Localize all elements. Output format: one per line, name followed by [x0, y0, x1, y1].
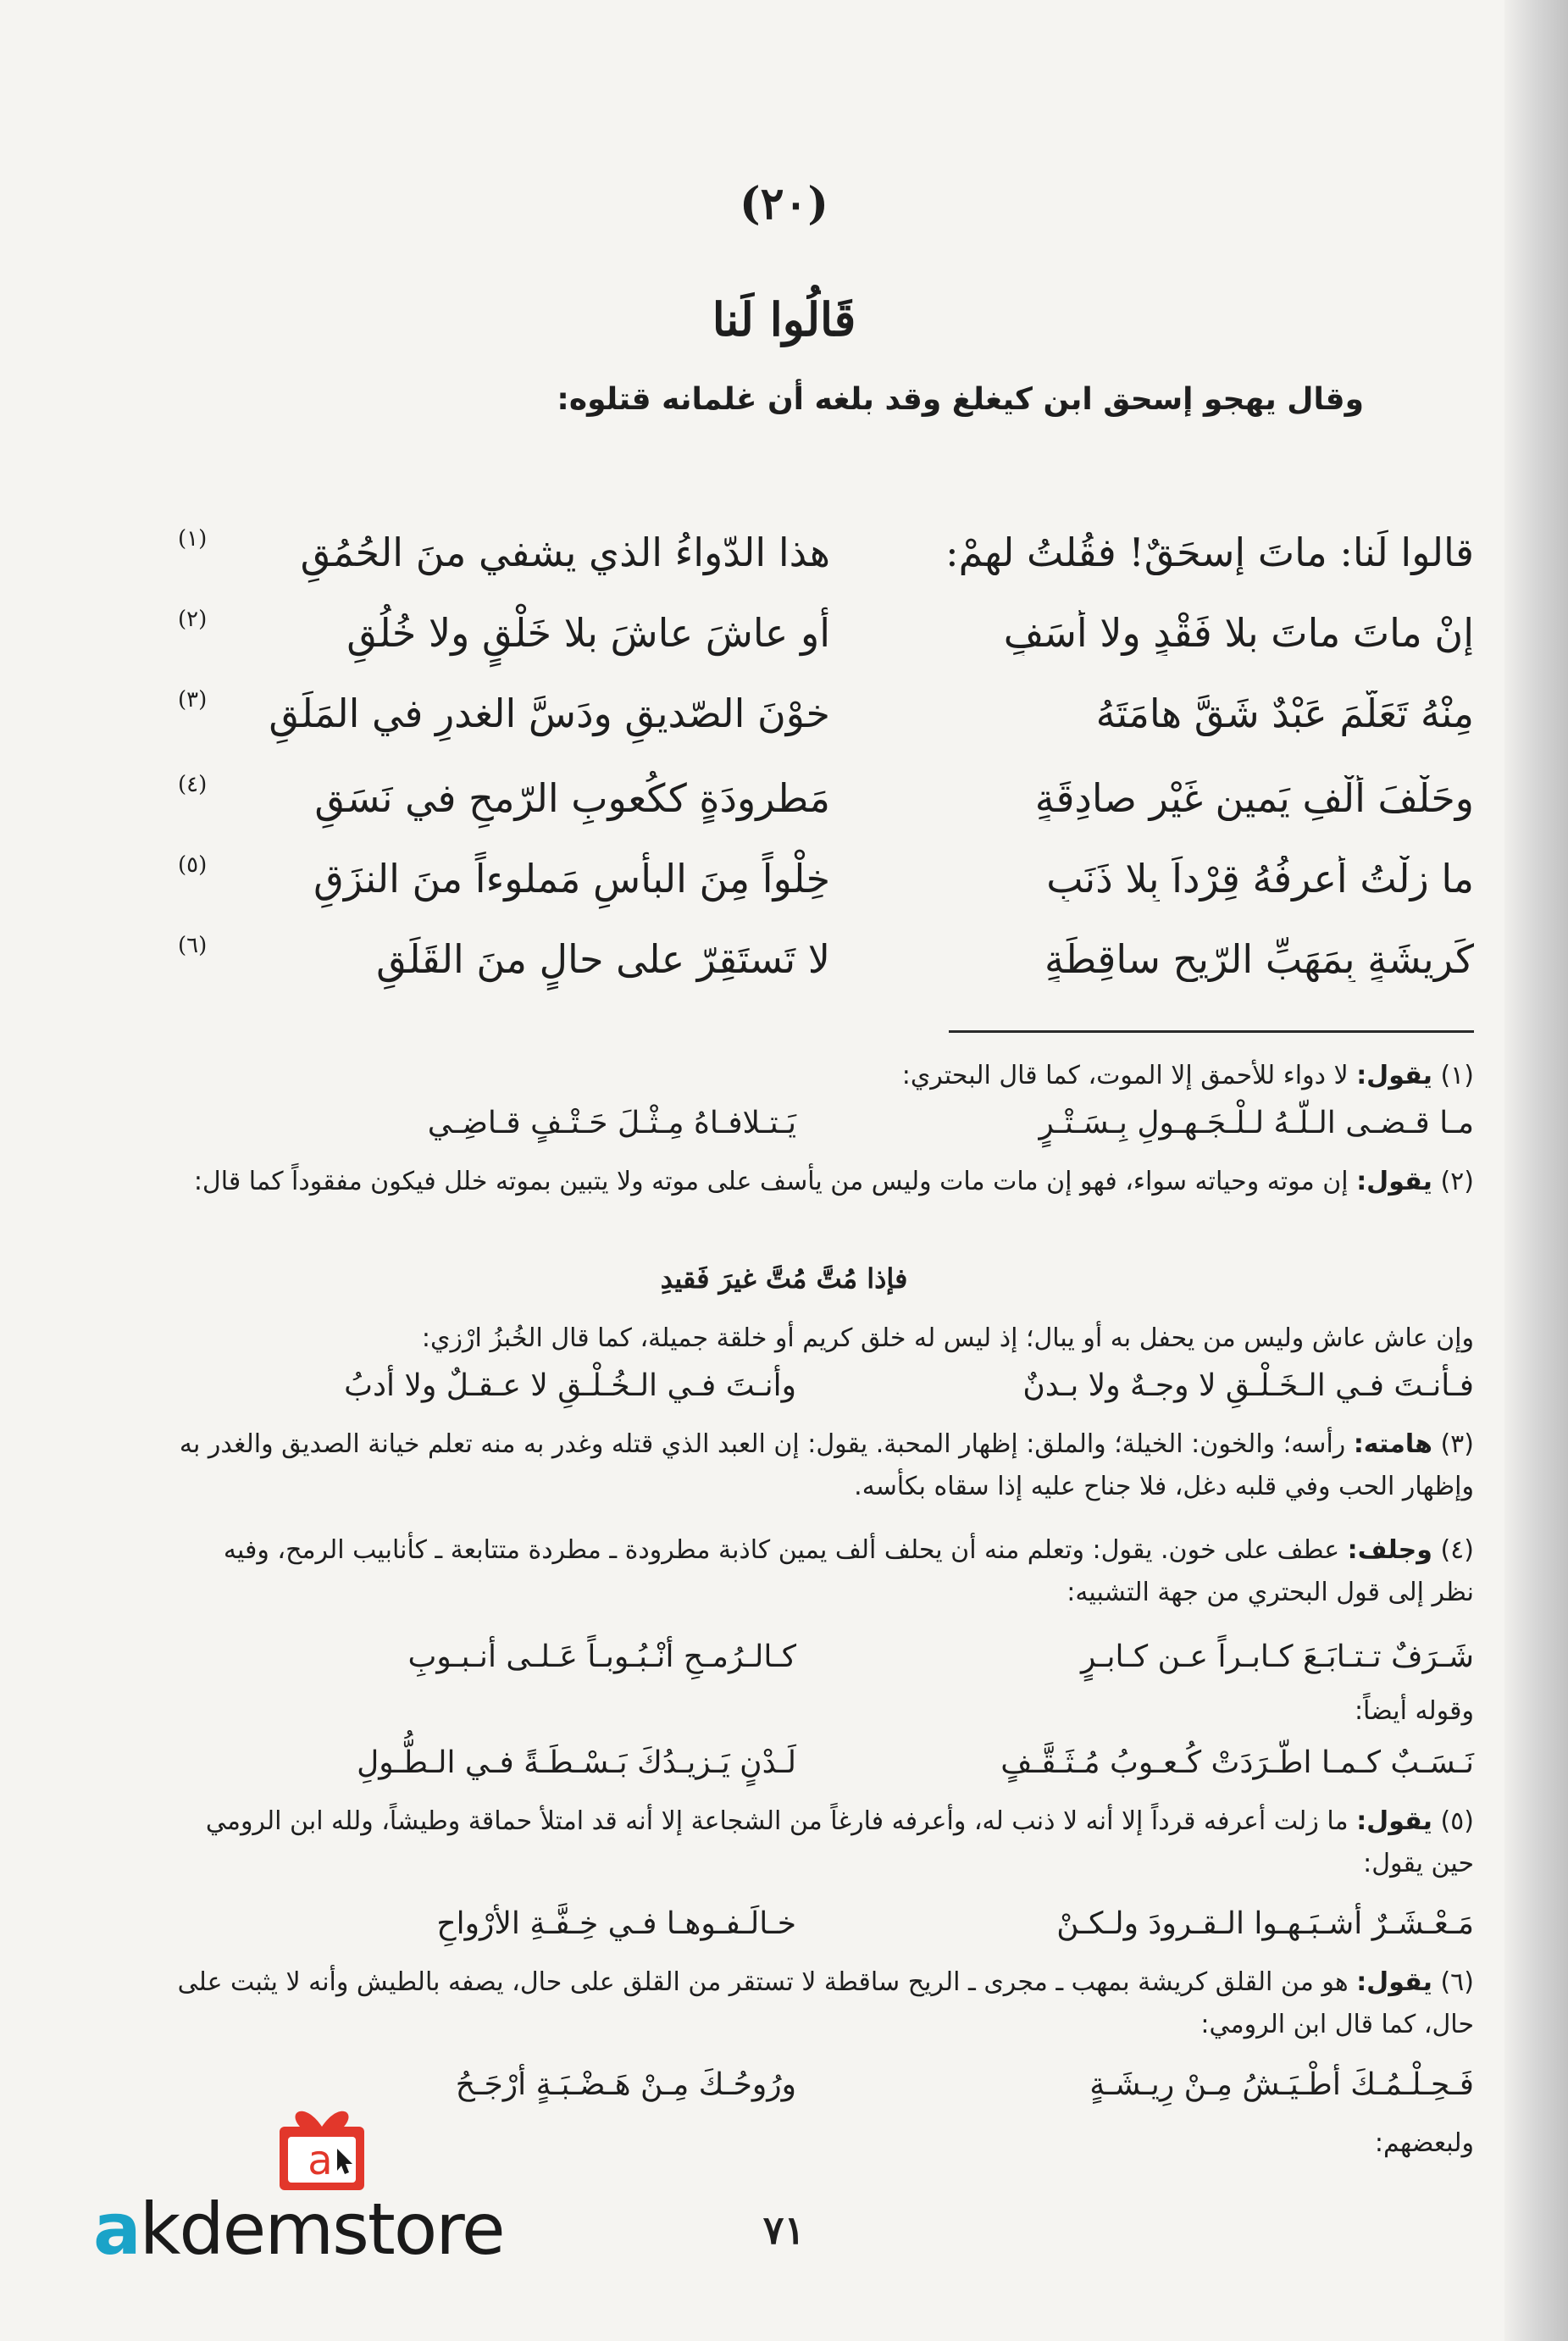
- brand-name: [93, 2188, 504, 2271]
- footnote-4-continued: وقوله أيضاً:: [1354, 1696, 1474, 1726]
- footnote-1-number: (١): [1440, 1061, 1474, 1090]
- gift-book-icon: [271, 2093, 373, 2194]
- verse-6-second-hemistich: لا تَستَقِرّ على حالٍ منَ القَلَقِ: [376, 936, 830, 982]
- footnote-4-label: وجلف:: [1347, 1535, 1432, 1565]
- footnote-1-verse-first: مـا قـضـى الـلّـهُ لـلْـجَـهـولِ بِـسَـتْـرٍ: [1039, 1106, 1474, 1140]
- footnote-1-label: يقول:: [1356, 1061, 1432, 1090]
- poem-title: قَالُوا لَنا: [712, 292, 856, 347]
- footnote-6-text: هو من القلق كريشة بمهب ـ مجرى ـ الريح ساقطة لا تستقر من القلق على حال، يصفه بالطيش وأنه لا يثبت على حال، كما قال ابن الرومي:: [177, 1967, 1474, 2039]
- footnote-2-quote: فإذا مُتَّ مُتَّ غيرَ فَقيدِ: [660, 1262, 908, 1295]
- footnote-4-verse-2-second: لَـدْنٍ يَـزيـدُكَ بَـسْـطَـةً فـي الـطُّـولِ: [357, 1745, 796, 1780]
- verse-2-second-hemistich: أو عاشَ عاشَ بلا خَلْقٍ ولا خُلُقِ: [346, 610, 830, 656]
- footnote-divider: [949, 1030, 1474, 1033]
- footnote-4-verse-1-first: شَـرَفٌ تـتـابَـعَ كـابـراً عـن كـابـرٍ: [1081, 1639, 1474, 1674]
- footnote-6-verse-second: ورُوحُـكَ مِـنْ هَـضْـبَـةٍ أرْجَـحُ: [455, 2067, 796, 2102]
- footnote-4-verse-2: [220, 1745, 1474, 1796]
- verse-6: [169, 933, 1474, 1012]
- verse-4-first-hemistich: وحَلْفَ ألْفِ يَمينٍ غَيْرِ صادِقَةٍ: [1034, 775, 1474, 821]
- verse-3-second-hemistich: خوْنَ الصّديقِ ودَسَّ الغدرِ في المَلَقِ: [269, 691, 830, 736]
- footnote-4-text: عطف على خون. يقول: وتعلم منه أن يحلف ألف يمين كاذبة مطرودة ـ مطردة متتابعة ـ كأنابيب الرمح، وفيه نظر إلى قول البحتري من جهة التشبيه:: [223, 1535, 1474, 1607]
- footnote-2-number: (٢): [1440, 1167, 1474, 1196]
- verse-4-footnote-ref: (٤): [178, 772, 208, 797]
- verse-5-footnote-ref: (٥): [178, 852, 208, 878]
- footnote-4-number: (٤): [1440, 1535, 1474, 1565]
- footnote-5-verse-first: مَـعْـشَـرٌ أشـبَـهـوا الـقـرودَ ولـكـنْ: [1056, 1906, 1474, 1941]
- verse-5-first-hemistich: ما زِلْتُ أعرِفُهُ قِرْداً بِلا ذَنَبٍ: [1046, 856, 1474, 901]
- footnote-2-label: يقول:: [1356, 1167, 1432, 1196]
- footnote-6-label: يقول:: [1356, 1967, 1432, 1997]
- poem-number: (٢٠): [739, 178, 829, 230]
- footnote-2-verse-second: وأنـتَ فـي الـخُـلْـقِ لا عـقـلٌ ولا أدبُ: [344, 1368, 796, 1403]
- footnote-4: [174, 1529, 1474, 1614]
- verse-2: [169, 607, 1474, 686]
- footnote-6-verse-first: فَـحِـلْـمُـكَ أطْـيَـشُ مِـنْ رِيـشَـةٍ: [1089, 2067, 1474, 2102]
- svg-text:a: a: [308, 2137, 333, 2184]
- verse-3-footnote-ref: (٣): [178, 687, 208, 713]
- footnote-2: [174, 1161, 1474, 1203]
- verse-6-first-hemistich: كَرِيشَةٍ بِمَهَبِّ الرّيحِ ساقِطَةٍ: [1044, 936, 1474, 982]
- verse-4-second-hemistich: مَطرودَةٍ ككُعوبِ الرّمحِ في نَسَقِ: [314, 775, 830, 821]
- footnote-4-verse-1: [220, 1639, 1474, 1690]
- footnote-1-verse-second: يَـتـلافـاهُ مِـثْـلَ حَـتْـفٍ قـاضِـي: [427, 1106, 796, 1140]
- footnote-3-number: (٣): [1440, 1429, 1474, 1459]
- footnote-1-verse: [220, 1106, 1474, 1157]
- brand-rest: kdemstore: [139, 2188, 504, 2271]
- footnote-4-verse-2-first: نَـسَـبٌ كـمـا اطّـرَدَتْ كُـعـوبُ مُـثَـقَّـفٍ: [1000, 1745, 1474, 1780]
- brand-accent: a: [93, 2188, 140, 2271]
- page-edge-shadow: [1504, 0, 1568, 2341]
- footnote-2-continued: وإن عاش عاش وليس من يحفل به أو يبال؛ إذ ليس له خلق كريم أو خلقة جميلة، كما قال الخُبزُ ارْزي:: [421, 1323, 1474, 1353]
- footnote-5-verse: [220, 1906, 1474, 1957]
- akdemstore-watermark: [93, 2093, 568, 2271]
- verse-1-footnote-ref: (١): [178, 526, 208, 552]
- footnote-3-label: هامته:: [1353, 1429, 1432, 1459]
- footnote-4-verse-1-second: كـالـرُمـحِ أنْـبُـوبـاً عَـلـى أنـبـوبِ: [407, 1639, 796, 1674]
- verse-1-second-hemistich: هذا الدّواءُ الذي يشفي منَ الحُمُقِ: [300, 530, 830, 575]
- footnote-6-number: (٦): [1440, 1967, 1474, 1997]
- footnote-1-text: لا دواء للأحمق إلا الموت، كما قال البحتري:: [901, 1061, 1349, 1090]
- verse-3: [169, 687, 1474, 767]
- footnote-6: [174, 1961, 1474, 2046]
- footnote-2-verse-first: فـأنـتَ فـي الـخَـلْـقِ لا وجـهٌ ولا بـدنٌ: [1022, 1368, 1474, 1403]
- verse-3-first-hemistich: مِنْهُ تَعَلَّمَ عَبْدٌ شَقَّ هامَتَهُ: [1095, 691, 1474, 736]
- verse-4: [169, 772, 1474, 852]
- verse-6-footnote-ref: (٦): [178, 933, 208, 958]
- footnote-1: [174, 1055, 1474, 1097]
- footnote-3: [174, 1423, 1474, 1508]
- footnote-5-text: ما زلت أعرفه قرداً إلا أنه لا ذنب له، وأعرفه فارغاً من الشجاعة إلا أنه قد امتلأ حماقة وطيشاً، ولله ابن الرومي حين يقول:: [205, 1806, 1474, 1878]
- footnote-5-number: (٥): [1440, 1806, 1474, 1836]
- verse-2-footnote-ref: (٢): [178, 607, 208, 632]
- footnote-5-label: يقول:: [1356, 1806, 1432, 1836]
- footnote-2-text: إن موته وحياته سواء، فهو إن مات مات وليس من يأسف على موته ولا يتبين بموته خلل فيكون مفقوداً كما قال:: [193, 1167, 1349, 1196]
- page-number: ٧١: [762, 2207, 806, 2253]
- footnote-6-continued: ولبعضهم:: [1374, 2128, 1474, 2158]
- verse-5-second-hemistich: خِلْواً مِنَ البأسِ مَملوءاً منَ النزَقِ: [313, 856, 830, 901]
- poem-intro: وقال يهجو إسحق ابن كيغلغ وقد بلغه أن غلمانه قتلوه:: [557, 382, 1364, 417]
- verse-2-first-hemistich: إنْ ماتَ ماتَ بلا فَقْدٍ ولا أسَفٍ: [1003, 610, 1474, 656]
- verse-1-first-hemistich: قالوا لَنا: ماتَ إسحَقٌ! فقُلتُ لهمْ:: [945, 530, 1474, 575]
- footnote-2-verse: [220, 1368, 1474, 1419]
- footnote-5: [174, 1800, 1474, 1885]
- footnote-3-text: رأسه؛ والخون: الخيلة؛ والملق: إظهار المحبة. يقول: إن العبد الذي قتله وغدر به منه تعلم خيانة الصديق والغدر به وإظهار الحب وفي قلبه دغل، فلا جناح عليه إذا سقاه بكأسه.: [179, 1429, 1474, 1501]
- verse-1: [169, 526, 1474, 606]
- footnote-5-verse-second: خـالَـفـوهـا فـي خِـفَّـةِ الأرْواحِ: [436, 1906, 796, 1941]
- verse-5: [169, 852, 1474, 932]
